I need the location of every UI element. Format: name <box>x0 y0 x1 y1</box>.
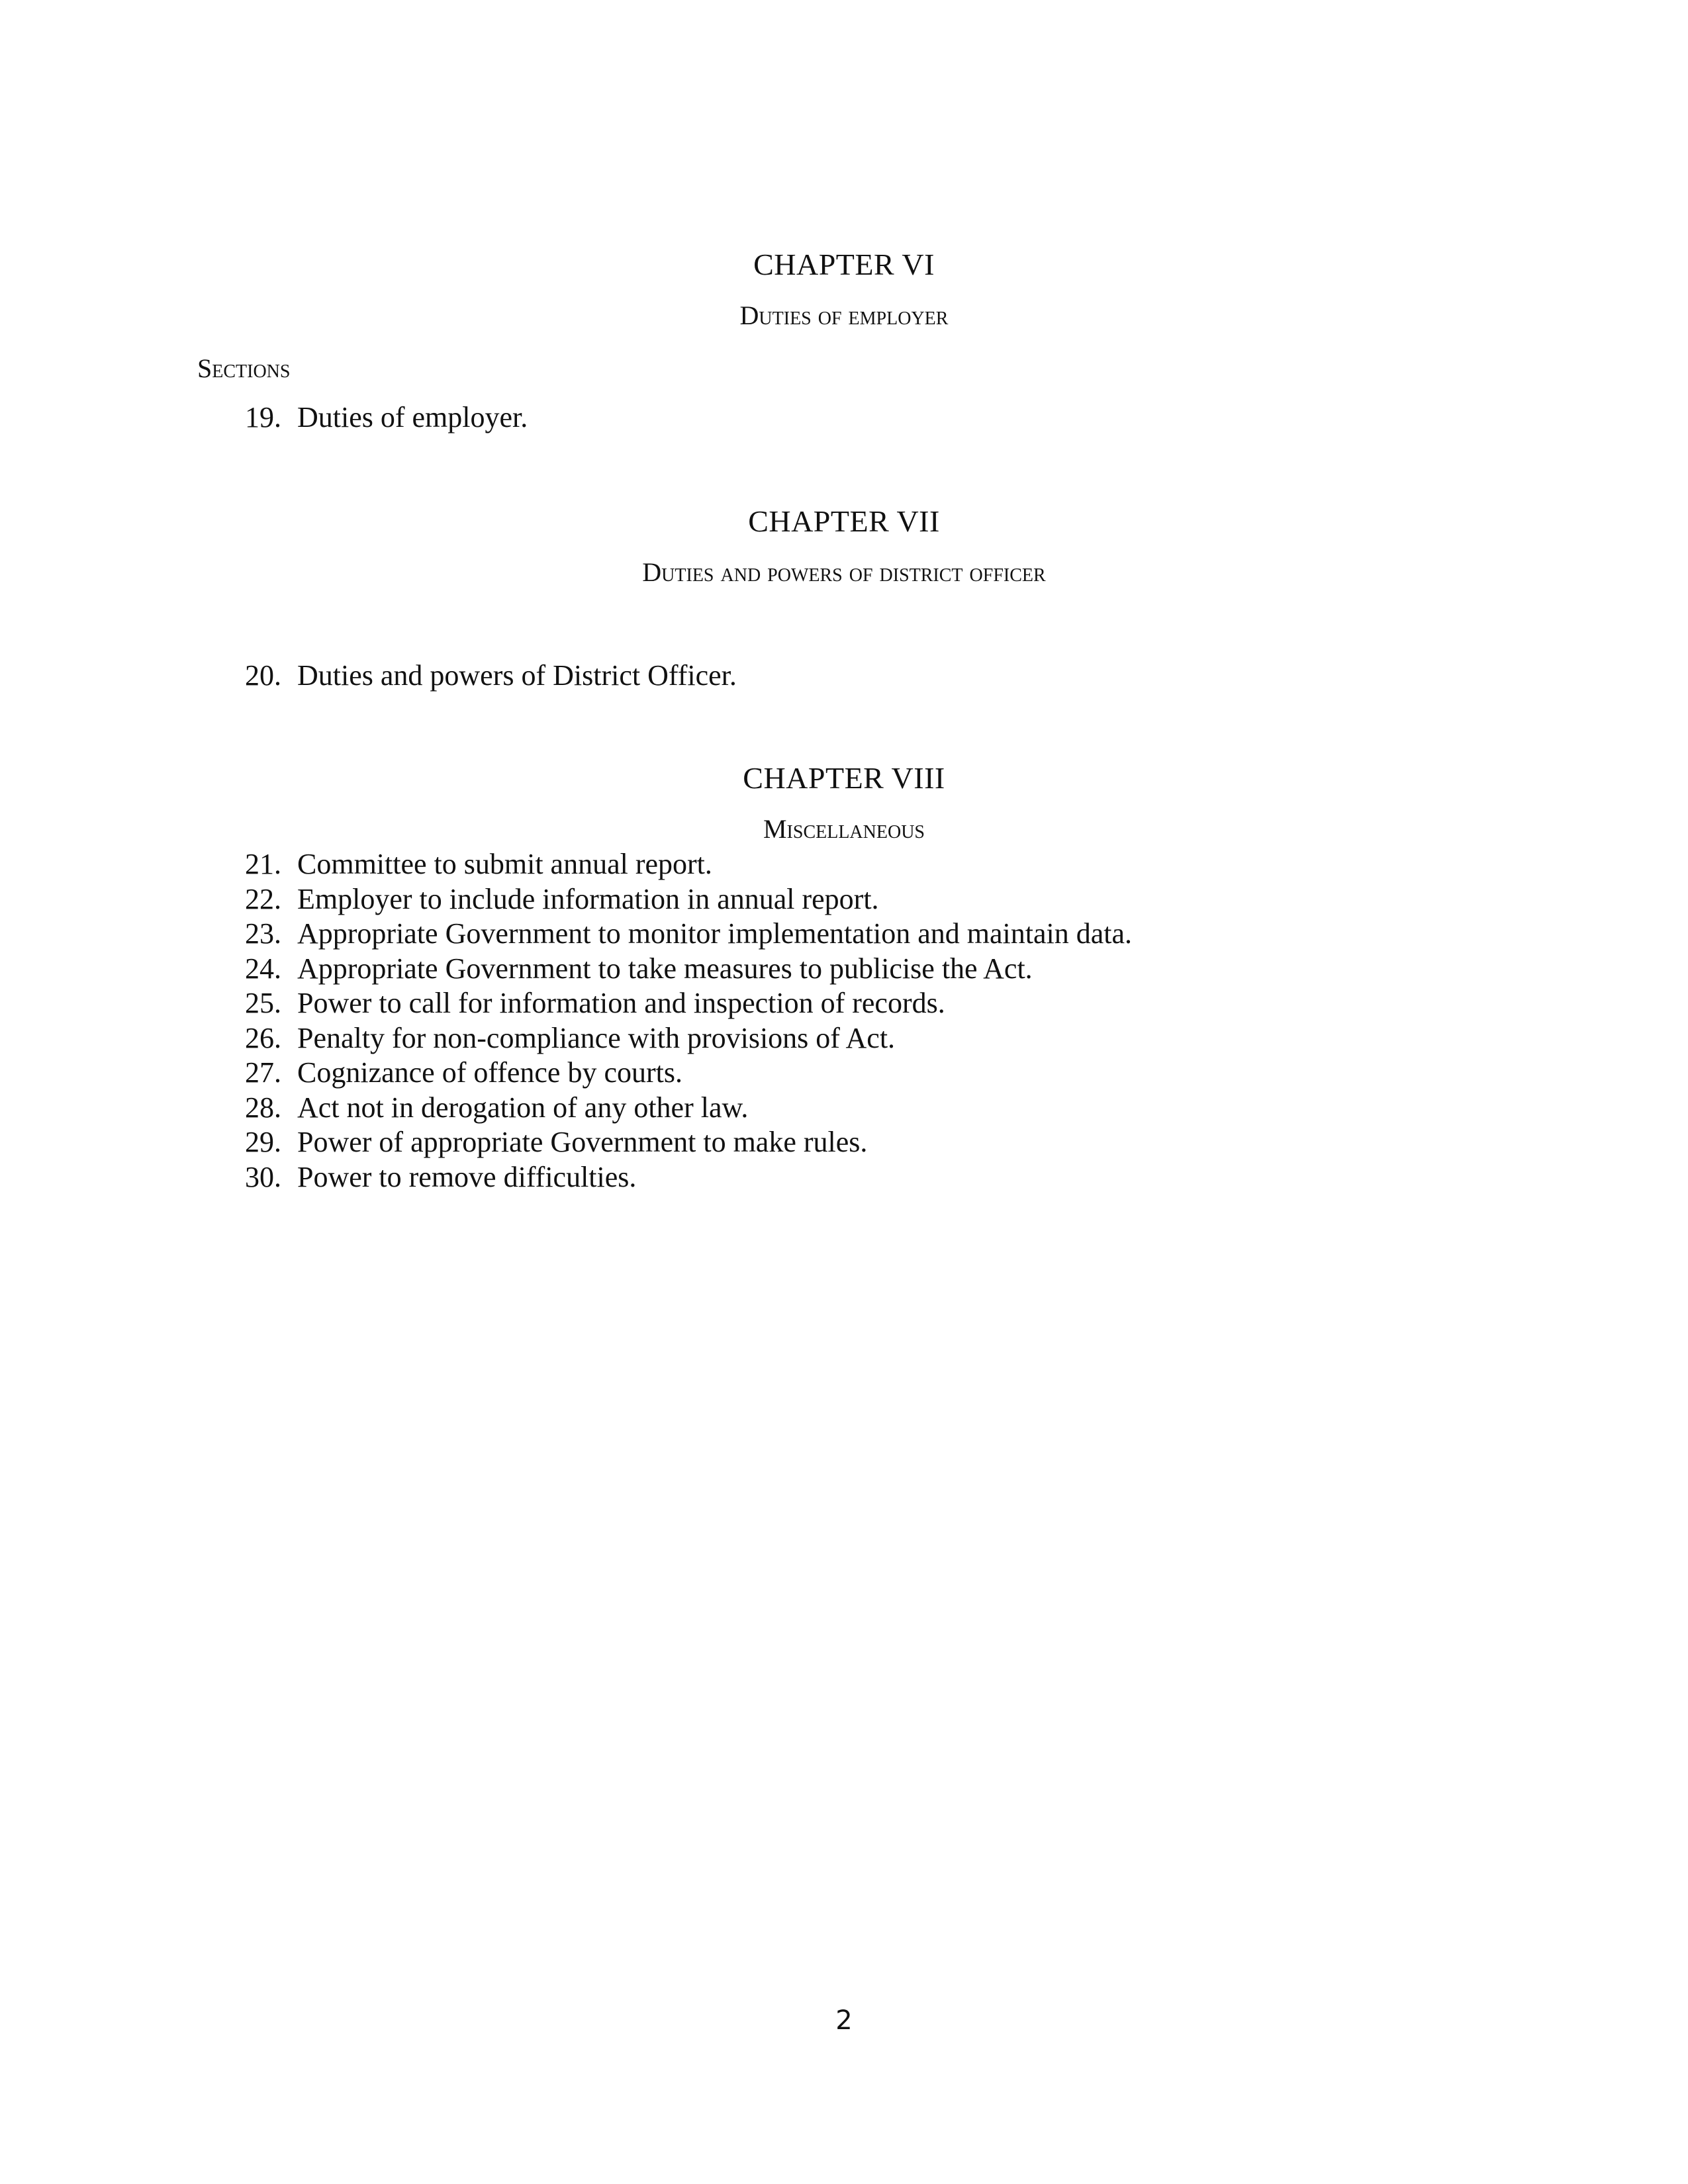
section-title: Power to call for information and inspection of records. <box>297 987 945 1019</box>
page-number: 2 <box>835 2005 853 2036</box>
list-item <box>245 952 1132 987</box>
list-item <box>245 1125 1132 1160</box>
section-list <box>245 659 737 694</box>
chapter-title: CHAPTER VII <box>748 504 940 538</box>
chapter-subtitle: Miscellaneous <box>763 814 925 844</box>
section-number: 24. <box>245 952 281 985</box>
section-number: 25. <box>245 987 281 1019</box>
list-item <box>245 659 737 694</box>
section-title: Power to remove difficulties. <box>297 1160 637 1193</box>
section-number: 19. <box>245 401 281 433</box>
section-number: 30. <box>245 1160 281 1193</box>
list-item <box>245 1091 1132 1126</box>
section-title: Power of appropriate Government to make rules. <box>297 1126 868 1158</box>
section-number: 29. <box>245 1126 281 1158</box>
section-title: Employer to include information in annual report. <box>297 882 879 915</box>
section-number: 22. <box>245 882 281 915</box>
section-number: 26. <box>245 1021 281 1054</box>
section-list <box>245 847 1132 1195</box>
section-title: Duties and powers of District Officer. <box>297 659 737 692</box>
section-title: Duties of employer. <box>297 401 528 433</box>
list-item <box>245 1160 1132 1195</box>
list-item <box>245 847 1132 882</box>
list-item <box>245 400 528 435</box>
section-list <box>245 400 528 435</box>
list-item <box>245 986 1132 1021</box>
list-item <box>245 1056 1132 1091</box>
section-number: 28. <box>245 1091 281 1124</box>
section-title: Appropriate Government to take measures to publicise the Act. <box>297 952 1033 985</box>
list-item <box>245 882 1132 917</box>
list-item <box>245 917 1132 952</box>
chapter-subtitle: Duties of employer <box>739 300 949 330</box>
section-title: Act not in derogation of any other law. <box>297 1091 749 1124</box>
section-title: Appropriate Government to monitor implementation and maintain data. <box>297 917 1133 950</box>
section-number: 23. <box>245 917 281 950</box>
section-title: Committee to submit annual report. <box>297 848 712 880</box>
chapter-title: CHAPTER VIII <box>743 761 945 795</box>
chapter-title: CHAPTER VI <box>753 248 935 281</box>
section-title: Penalty for non-compliance with provisions of Act. <box>297 1021 896 1054</box>
section-number: 27. <box>245 1056 281 1089</box>
sections-label: Sections <box>197 353 291 383</box>
section-number: 21. <box>245 848 281 880</box>
list-item <box>245 1021 1132 1056</box>
section-number: 20. <box>245 659 281 692</box>
chapter-subtitle: Duties and powers of district officer <box>642 557 1046 587</box>
section-title: Cognizance of offence by courts. <box>297 1056 682 1089</box>
